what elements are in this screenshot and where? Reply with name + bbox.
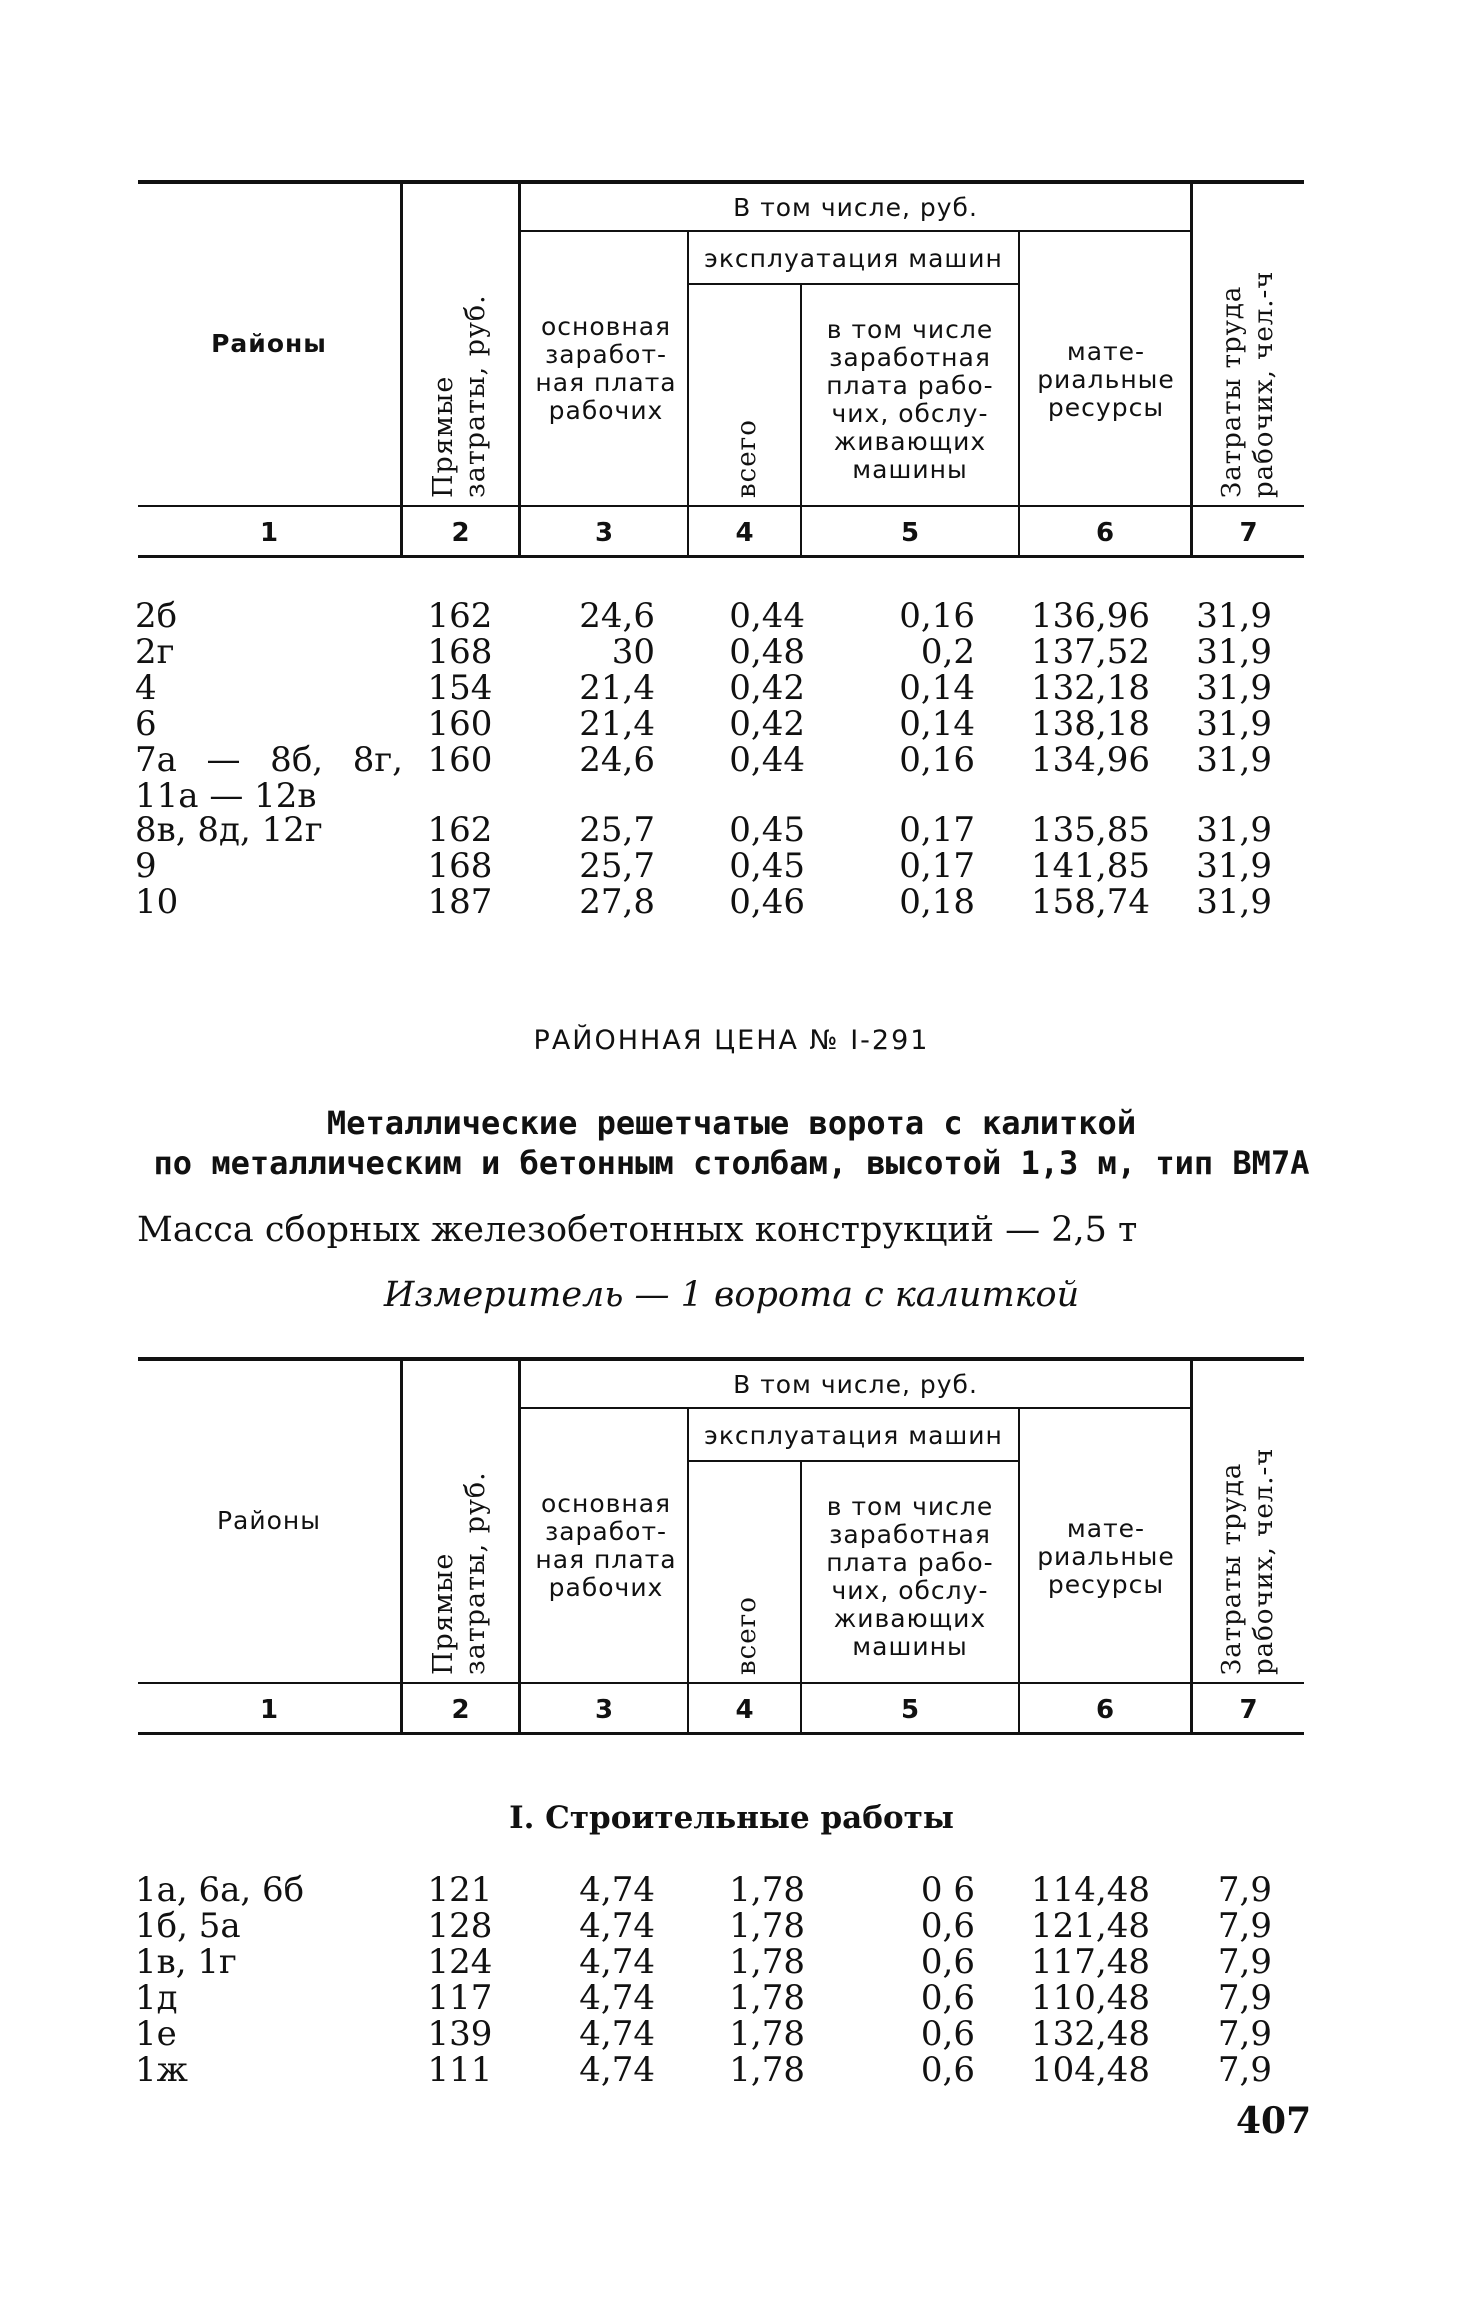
cell-direct: 111 <box>427 2050 493 2090</box>
column-number: 7 <box>1239 1695 1258 1725</box>
cell-labor: 31,9 <box>1196 668 1272 708</box>
cell-direct: 117 <box>427 1978 493 2018</box>
column-number: 6 <box>1095 1695 1115 1725</box>
cell-wage: 24,6 <box>579 740 655 780</box>
cell-labor: 31,9 <box>1196 740 1272 780</box>
cell-direct: 139 <box>427 2014 493 2054</box>
cell-wage: 4,74 <box>579 1906 655 1946</box>
divider <box>687 232 689 556</box>
column-number: 5 <box>900 518 920 548</box>
cell-machine-wage: 0,17 <box>899 810 975 850</box>
cell-materials: 121,48 <box>1031 1906 1150 1946</box>
table-header-2 <box>138 1357 1304 1742</box>
cell-region: 1е <box>135 2014 177 2054</box>
cell-materials: 135,85 <box>1031 810 1150 850</box>
cell-materials: 138,18 <box>1031 704 1150 744</box>
divider <box>138 505 1304 507</box>
table-row <box>0 848 1463 884</box>
header-total: всего <box>732 419 762 498</box>
cell-materials: 137,52 <box>1031 632 1150 672</box>
header-including: В том числе, руб. <box>733 1370 978 1399</box>
cell-total: 1,78 <box>729 2014 805 2054</box>
cell-machine-wage: 0 6 <box>920 1870 975 1910</box>
header-materials: мате- риальные ресурсы <box>1037 337 1175 422</box>
divider <box>518 1361 521 1733</box>
table-row <box>0 634 1463 670</box>
cell-machine-wage: 0,18 <box>899 882 975 922</box>
cell-wage: 21,4 <box>579 704 655 744</box>
cell-total: 0,44 <box>729 740 805 780</box>
column-number: 3 <box>594 1695 614 1725</box>
cell-materials: 117,48 <box>1031 1942 1150 1982</box>
cell-region: 1д <box>135 1978 178 2018</box>
table-row <box>0 706 1463 742</box>
cell-labor: 31,9 <box>1196 704 1272 744</box>
table-row <box>0 812 1463 848</box>
cell-labor: 31,9 <box>1196 632 1272 672</box>
cell-region: 10 <box>135 882 179 922</box>
column-number: 5 <box>900 1695 920 1725</box>
column-number: 4 <box>735 1695 754 1725</box>
cell-wage: 4,74 <box>579 1978 655 2018</box>
cell-wage: 4,74 <box>579 1942 655 1982</box>
cell-region: 1ж <box>135 2050 188 2090</box>
cell-labor: 31,9 <box>1196 882 1272 922</box>
cell-total: 0,48 <box>729 632 805 672</box>
cell-wage: 4,74 <box>579 2014 655 2054</box>
cell-labor: 7,9 <box>1217 2050 1272 2090</box>
table-row <box>0 598 1463 634</box>
cell-machine-wage: 0,6 <box>920 2050 975 2090</box>
cell-direct: 124 <box>427 1942 493 1982</box>
header-direct-costs: Прямые затраты, руб. <box>428 1471 491 1675</box>
cell-total: 1,78 <box>729 1906 805 1946</box>
divider <box>689 1460 1018 1462</box>
cell-wage: 4,74 <box>579 2050 655 2090</box>
divider <box>521 1407 1190 1409</box>
cell-total: 0,42 <box>729 704 805 744</box>
cell-total: 0,44 <box>729 596 805 636</box>
cell-wage: 27,8 <box>579 882 655 922</box>
divider <box>518 184 521 556</box>
cell-labor: 7,9 <box>1217 2014 1272 2054</box>
table-row <box>0 1908 1463 1944</box>
cell-wage: 30 <box>611 632 655 672</box>
cell-direct: 154 <box>427 668 493 708</box>
cell-materials: 132,48 <box>1031 2014 1150 2054</box>
table-row <box>0 740 1463 816</box>
cell-machine-wage: 0,16 <box>899 740 975 780</box>
column-number: 1 <box>259 518 279 548</box>
table-header-1 <box>138 180 1304 565</box>
cell-machine-wage: 0,14 <box>899 704 975 744</box>
table-row <box>0 2016 1463 2052</box>
divider <box>1190 1361 1193 1733</box>
header-regions: Районы <box>216 1506 322 1535</box>
cell-region: 4 <box>135 668 157 708</box>
cell-materials: 132,18 <box>1031 668 1150 708</box>
cell-region: 1а, 6а, 6б <box>135 1870 305 1910</box>
bottom-rule <box>138 555 1304 558</box>
cell-machine-wage: 0,6 <box>920 2014 975 2054</box>
cell-total: 0,46 <box>729 882 805 922</box>
cell-machine-wage: 0,14 <box>899 668 975 708</box>
header-total: всего <box>732 1596 762 1675</box>
cell-direct: 168 <box>427 846 493 886</box>
cell-direct: 162 <box>427 810 493 850</box>
top-rule <box>138 180 1304 184</box>
cell-region: 1в, 1г <box>135 1942 237 1982</box>
header-labor: Затраты труда рабочих, чел.-ч <box>1217 270 1279 498</box>
cell-direct: 160 <box>427 740 493 780</box>
district-price-label: РАЙОННАЯ ЦЕНА № I-291 <box>533 1025 930 1056</box>
header-machine-operation: эксплуатация машин <box>704 244 1003 273</box>
divider <box>1018 1409 1020 1733</box>
cell-materials: 114,48 <box>1031 1870 1150 1910</box>
cell-machine-wage: 0,6 <box>920 1978 975 2018</box>
divider <box>1190 184 1193 556</box>
header-machine-wage: в том числе заработная плата рабо- чих, обслу- живающих машины <box>826 315 994 484</box>
column-number: 6 <box>1095 518 1115 548</box>
column-number: 7 <box>1239 518 1258 548</box>
cell-wage: 25,7 <box>579 846 655 886</box>
title-line-1: Металлические решетчатые ворота с калиткой <box>326 1104 1137 1142</box>
cell-total: 0,45 <box>729 810 805 850</box>
cell-materials: 110,48 <box>1031 1978 1150 2018</box>
cell-wage: 24,6 <box>579 596 655 636</box>
cell-materials: 104,48 <box>1031 2050 1150 2090</box>
table-row <box>0 1980 1463 2016</box>
cell-machine-wage: 0,6 <box>920 1906 975 1946</box>
cell-materials: 158,74 <box>1031 882 1150 922</box>
cell-region: 9 <box>135 846 157 886</box>
header-materials: мате- риальные ресурсы <box>1037 1514 1175 1599</box>
header-direct-costs: Прямые затраты, руб. <box>428 294 491 498</box>
table-row <box>0 884 1463 920</box>
column-number: 3 <box>594 518 614 548</box>
divider <box>400 1361 403 1733</box>
column-number: 2 <box>451 518 470 548</box>
cell-direct: 128 <box>427 1906 493 1946</box>
cell-total: 1,78 <box>729 1942 805 1982</box>
measure-unit: Измеритель — 1 ворота с калиткой <box>383 1275 1080 1315</box>
divider <box>689 283 1018 285</box>
cell-labor: 7,9 <box>1217 1942 1272 1982</box>
table-2-body <box>0 1872 1463 2088</box>
column-number: 2 <box>451 1695 470 1725</box>
cell-machine-wage: 0,6 <box>920 1942 975 1982</box>
top-rule <box>138 1357 1304 1361</box>
header-machine-operation: эксплуатация машин <box>704 1421 1003 1450</box>
divider <box>138 1682 1304 1684</box>
cell-direct: 187 <box>427 882 493 922</box>
table-row <box>0 1944 1463 1980</box>
cell-total: 1,78 <box>729 2050 805 2090</box>
header-including: В том числе, руб. <box>733 193 978 222</box>
cell-machine-wage: 0,16 <box>899 596 975 636</box>
cell-region: 2б <box>135 596 178 636</box>
table-row <box>0 2052 1463 2088</box>
cell-wage: 25,7 <box>579 810 655 850</box>
bottom-rule <box>138 1732 1304 1735</box>
divider <box>1018 232 1020 556</box>
divider <box>800 1462 802 1733</box>
cell-machine-wage: 0,17 <box>899 846 975 886</box>
page-number: 407 <box>1236 2100 1312 2142</box>
cell-total: 1,78 <box>729 1978 805 2018</box>
header-wage: основная заработ- ная плата рабочих <box>535 312 677 425</box>
cell-materials: 141,85 <box>1031 846 1150 886</box>
cell-machine-wage: 0,2 <box>920 632 975 672</box>
cell-direct: 121 <box>427 1870 493 1910</box>
divider <box>800 285 802 556</box>
cell-materials: 136,96 <box>1031 596 1150 636</box>
cell-materials: 134,96 <box>1031 740 1150 780</box>
cell-direct: 168 <box>427 632 493 672</box>
cell-total: 0,45 <box>729 846 805 886</box>
header-machine-wage: в том числе заработная плата рабо- чих, обслу- живающих машины <box>826 1492 994 1661</box>
header-regions: Районы <box>211 329 327 358</box>
cell-labor: 31,9 <box>1196 596 1272 636</box>
cell-region: 7а — 8б, 8г, 11а — 12в <box>135 740 403 816</box>
cell-region: 6 <box>135 704 157 744</box>
cell-wage: 21,4 <box>579 668 655 708</box>
cell-direct: 162 <box>427 596 493 636</box>
cell-labor: 31,9 <box>1196 846 1272 886</box>
mass-note: Масса сборных железобетонных конструкций — 2,5 т <box>137 1210 1138 1250</box>
table-1-body <box>0 598 1463 920</box>
header-labor: Затраты труда рабочих, чел.-ч <box>1217 1447 1279 1675</box>
header-wage: основная заработ- ная плата рабочих <box>535 1489 677 1602</box>
section-heading: I. Строительные работы <box>509 1800 954 1836</box>
title-line-2: по металлическим и бетонным столбам, высотой 1,3 м, тип ВМ7А <box>153 1144 1310 1182</box>
cell-labor: 7,9 <box>1217 1906 1272 1946</box>
cell-labor: 31,9 <box>1196 810 1272 850</box>
cell-region: 1б, 5а <box>135 1906 241 1946</box>
column-number: 1 <box>259 1695 279 1725</box>
table-row <box>0 1872 1463 1908</box>
cell-wage: 4,74 <box>579 1870 655 1910</box>
cell-direct: 160 <box>427 704 493 744</box>
divider <box>400 184 403 556</box>
divider <box>521 230 1190 232</box>
cell-total: 0,42 <box>729 668 805 708</box>
column-number: 4 <box>735 518 754 548</box>
divider <box>687 1409 689 1733</box>
cell-labor: 7,9 <box>1217 1870 1272 1910</box>
cell-total: 1,78 <box>729 1870 805 1910</box>
table-row <box>0 670 1463 706</box>
cell-region: 8в, 8д, 12г <box>135 810 323 850</box>
cell-labor: 7,9 <box>1217 1978 1272 2018</box>
cell-region: 2г <box>135 632 175 672</box>
